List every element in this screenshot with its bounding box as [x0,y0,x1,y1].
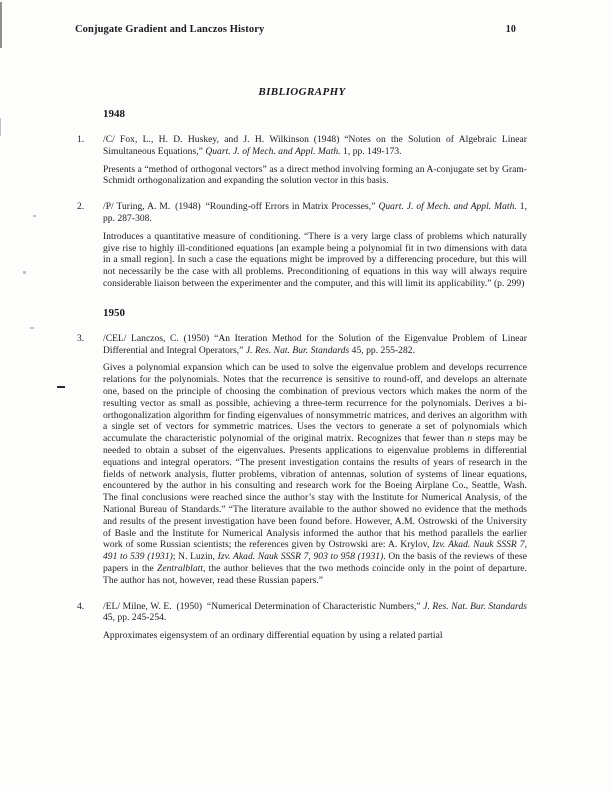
text-run: 1, pp. 149-173. [340,146,402,157]
italic-text-run: Zentralblatt [157,563,204,574]
text-run: ; N. Luzin, [172,552,218,563]
text-run: . On the basis of the reviews of these papers in the [103,552,527,574]
entry-reference [103,602,527,626]
scan-artifact-edge [0,118,1,136]
entry-number: 4. [77,601,85,612]
entry-reference [103,334,527,358]
bibliography-entry-3 [77,334,527,588]
text-run: /P/ Turing, A. M. (1948) “Rounding-off Errors in Matrix Processes,” [103,202,379,213]
italic-text-run: n [467,434,473,445]
entry-annotation [103,363,527,587]
text-run: /EL/ Milne, W. E. (1950) “Numerical Determination of Characteristic Numbers,” [103,601,424,612]
bibliography-entry-2 [77,202,527,291]
italic-text-run: Quart. J. of Mech. and Appl. Math. [378,202,517,213]
year-heading-1950: 1950 [103,306,125,319]
text-run: 45, pp. 255-282. [349,345,415,356]
bibliography-title: BIBLIOGRAPHY [258,86,346,98]
text-run: Gives a polynomial expansion which can be used to solve the eigenvalue problem and develops recurrence relations for the polynomials. Notes that the recurrence is sensitive to round-off, and develops an alternate one, based on the principle of choosing the combination of previous vectors which makes the norm of the resulting vector as small as possible, achieving a three-term recurrence for the polynomials. Derives a bi-orthogonalization algorithm for finding eigenvalues of nonsymmetric matrices, and derives an algorithm with a single set of vectors for symmetric matrices. Uses the vectors to generate a set of polynomials which accumulate the characteristic polynomial of the original matrix. Recognizes that fewer than [103,363,527,445]
text-run: 45, pp. 245-254. [103,613,167,624]
text-run: /CEL/ Lanczos, C. (1950) “An Iteration Method for the Solution of the Eigenvalue Problem of Linear Differential and Integral Operators,” [103,333,527,356]
text-run: 1, pp. 287-308. [103,202,527,224]
text-run: Introduces a quantitative measure of conditioning. “There is a very large class of problems which naturally give rise to highly ill-conditioned equations [an example being a polynomial fit in two dimensions with data in a small region]. In such a case the equations might be improved by a differencing procedure, but this will not necessarily be the case with all problems. Preconditioning of equations in this way will always require considerable liaison between the experimenter and the computer, and this will limit its applicability.” (p. 299) [103,231,527,289]
scan-artifact-edge [0,2,2,48]
scan-artifact-dash [57,386,65,388]
running-title: Conjugate Gradient and Lanczos History [75,24,265,35]
italic-text-run: J. Res. Nat. Bur. Standards [245,345,350,356]
year-heading-1948: 1948 [103,108,125,120]
entry-annotation [103,232,527,291]
page-number: 10 [505,24,516,35]
entry-annotation [103,165,527,189]
entry-number: 1. [77,135,85,145]
bibliography [77,86,527,643]
italic-text-run: Izv. Akad. Nauk SSSR 7, 903 to 958 (1931) [217,552,384,563]
entry-body [103,135,527,188]
entry-body [103,602,527,643]
text-run: , the author believes that the two methods coincide only in the point of departure. The author has not, however, read these Russian papers.” [103,563,527,586]
text-run: Presents a “method of orthogonal vectors” as a direct method involving forming an A-conjugate set by Gram-Schmidt orthogonalization and expanding the solution vector in this basis. [103,164,527,187]
italic-text-run: Quart. J. of Mech. and Appl. Math. [205,146,341,157]
entry-reference [103,202,527,226]
page-header [75,24,516,35]
text-run: steps may be needed to obtain a subset of the eigenvalues. Presents applications to eigenvalue problems in differential equations and integral operators. “The present investigation contains the results of years of research in the fields of network analysis, flutter problems, vibration of antennas, solution of systems of linear equations, encountered by the author in his consulting and research work for the Boeing Airplane Co., Seattle, Wash. The final conclusions were reached since the author’s stay with the Institute for Numerical Analysis, of the National Bureau of Standards.” “The literature available to the author showed no evidence that the methods and results of the present investigation have been found before. However, A.M. Ostrowski of the University of Basle and the Institute for Numerical Analysis informed the author that his method parallels the earlier work of some Russian scientists; the references given by Ostrowski are: A. Krylov, [103,434,527,551]
scan-artifact-speck [30,327,34,329]
italic-text-run: J. Res. Nat. Bur. Standards [423,601,528,612]
bibliography-entry-4 [77,602,527,643]
entry-reference [103,135,527,159]
bibliography-entry-1 [77,135,527,188]
scan-artifact-speck [33,215,36,217]
scan-artifact-speck [23,271,26,274]
entry-annotation [103,631,527,643]
entry-number: 2. [77,202,85,213]
italic-text-run: Izv. Akad. Nauk SSSR 7, 491 to 539 (1931) [103,540,527,563]
entry-number: 3. [77,333,85,344]
text-run: /C/ Fox, L., H. D. Huskey, and J. H. Wilkinson (1948) “Notes on the Solution of Algebraic Linear Simultaneous Equations,” [103,135,527,157]
text-run: Approximates eigensystem of an ordinary differential equation by using a related partial [103,631,443,642]
entry-body [103,202,527,291]
entry-body [103,334,527,588]
